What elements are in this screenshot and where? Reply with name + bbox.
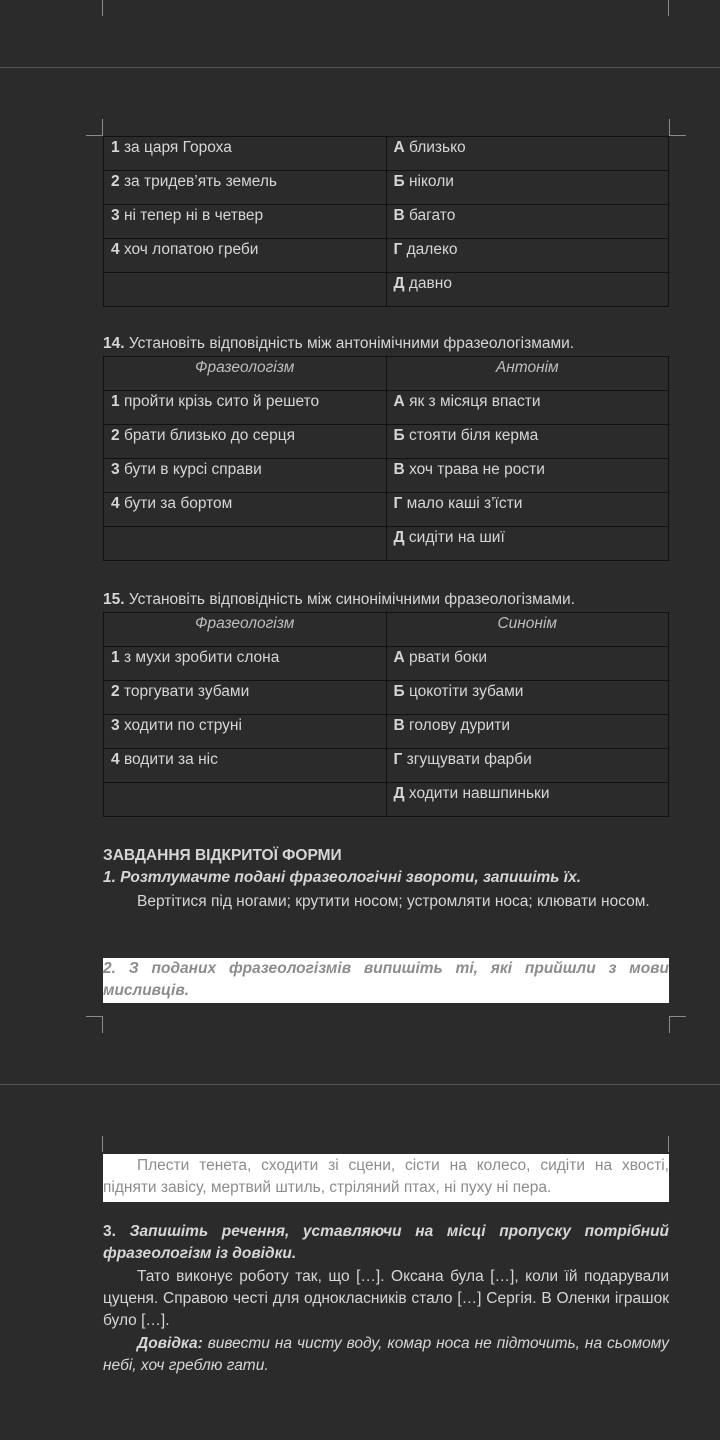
- table-cell[interactable]: 4 бути за бортом: [104, 493, 387, 527]
- table-row: [104, 527, 669, 561]
- margin-corner-bottom-left: [86, 1016, 103, 1033]
- table-row: [104, 459, 669, 493]
- task-1-text[interactable]: Вертітися під ногами; крутити носом; устромляти носа; клювати носом.: [137, 893, 650, 910]
- top-margin-tick-right: [668, 0, 669, 16]
- margin-corner-top-right: [669, 119, 686, 136]
- table-row: [104, 783, 669, 817]
- table-cell[interactable]: Б цокотіти зубами: [386, 681, 668, 715]
- table-cell[interactable]: Б стояти біля керма: [386, 425, 668, 459]
- table-cell[interactable]: 4 водити за ніс: [104, 749, 387, 783]
- task-3-hint: Довідка: вивести на чисту воду, комар носа не підточить, на сьомому небі, хоч греблю гати.: [103, 1335, 669, 1374]
- next-page-tick-left: [102, 1136, 103, 1152]
- table-row: [104, 425, 669, 459]
- table-cell[interactable]: [104, 783, 387, 817]
- table-row: [104, 493, 669, 527]
- task-3-text[interactable]: Тато виконує роботу так, що […]. Оксана була […], коли їй подарували цуценя. Справою честі для однокласників стало […] Сергія. В Оленки іграшок було […].: [103, 1268, 669, 1329]
- top-margin-tick-left: [102, 0, 103, 16]
- table-row: [104, 239, 669, 273]
- table-cell[interactable]: 3 бути в курсі справи: [104, 459, 387, 493]
- table-cell[interactable]: 4 хоч лопатою греби: [104, 239, 387, 273]
- margin-corner-bottom-right: [669, 1016, 686, 1033]
- table-cell[interactable]: Б ніколи: [386, 171, 668, 205]
- page-break-bottom: [0, 1084, 720, 1085]
- task-1-title: 1. Розтлумачте подані фразеологічні звороти, запишіть їх.: [103, 869, 582, 886]
- column-header: Фразеологізм: [104, 613, 387, 647]
- column-header: Фразеологізм: [104, 357, 387, 391]
- matching-table-14: [103, 356, 669, 561]
- table-cell[interactable]: Г далеко: [386, 239, 668, 273]
- table-cell[interactable]: Г мало каші з’їсти: [386, 493, 668, 527]
- table-cell[interactable]: Д сидіти на шиї: [386, 527, 668, 561]
- matching-table-15: [103, 612, 669, 817]
- table-cell[interactable]: А рвати боки: [386, 647, 668, 681]
- page-break-top: [0, 67, 720, 68]
- next-page-tick-right: [668, 1136, 669, 1152]
- table-row: [104, 391, 669, 425]
- table-header-row: [104, 613, 669, 647]
- table-row: [104, 681, 669, 715]
- table-cell[interactable]: Д давно: [386, 273, 668, 307]
- table-cell[interactable]: В багато: [386, 205, 668, 239]
- table-cell[interactable]: 3 ні тепер ні в четвер: [104, 205, 387, 239]
- table-row: [104, 137, 669, 171]
- table-row: [104, 647, 669, 681]
- column-header: Антонім: [386, 357, 668, 391]
- table-cell[interactable]: А як з місяця впасти: [386, 391, 668, 425]
- task-3-title: 3. Запишіть речення, уставляючи на місці пропуску потрібний фразеологізм із довідки.: [103, 1223, 670, 1262]
- table-cell[interactable]: 1 з мухи зробити слона: [104, 647, 387, 681]
- table-cell[interactable]: 2 брати близько до серця: [104, 425, 387, 459]
- question-14-title: 14. Установіть відповідність між антонімічними фразеологізмами.: [103, 335, 575, 352]
- column-header: Синонім: [386, 613, 668, 647]
- table-cell[interactable]: 1 пройти крізь сито й решето: [104, 391, 387, 425]
- table-cell[interactable]: А близько: [386, 137, 668, 171]
- table-row: [104, 749, 669, 783]
- table-cell[interactable]: Д ходити навшпиньки: [386, 783, 668, 817]
- table-cell[interactable]: 3 ходити по струні: [104, 715, 387, 749]
- matching-table-13: [103, 136, 669, 307]
- table-row: [104, 205, 669, 239]
- table-cell[interactable]: [104, 273, 387, 307]
- table-cell[interactable]: В хоч трава не рости: [386, 459, 668, 493]
- table-cell[interactable]: [104, 527, 387, 561]
- task-2-title[interactable]: 2. З поданих фразеологізмів випишіть ті, які прийшли з мови мисливців.: [103, 958, 669, 1003]
- margin-corner-top-left: [86, 119, 103, 136]
- table-header-row: [104, 357, 669, 391]
- table-row: [104, 273, 669, 307]
- table-cell[interactable]: 2 за тридев’ять земель: [104, 171, 387, 205]
- question-15-title: 15. Установіть відповідність між синонімічними фразеологізмами.: [103, 591, 575, 608]
- table-cell[interactable]: Г згущувати фарби: [386, 749, 668, 783]
- open-tasks-heading: ЗАВДАННЯ ВІДКРИТОЇ ФОРМИ: [103, 847, 342, 864]
- table-cell[interactable]: 2 торгувати зубами: [104, 681, 387, 715]
- table-cell[interactable]: В голову дурити: [386, 715, 668, 749]
- table-row: [104, 715, 669, 749]
- task-2-text[interactable]: Плести тенета, сходити зі сцени, сісти на колесо, сидіти на хвості, підняти завісу, мертвий штиль, стріляний птах, ні пуху ні пера.: [103, 1154, 669, 1202]
- table-row: [104, 171, 669, 205]
- table-cell[interactable]: 1 за царя Гороха: [104, 137, 387, 171]
